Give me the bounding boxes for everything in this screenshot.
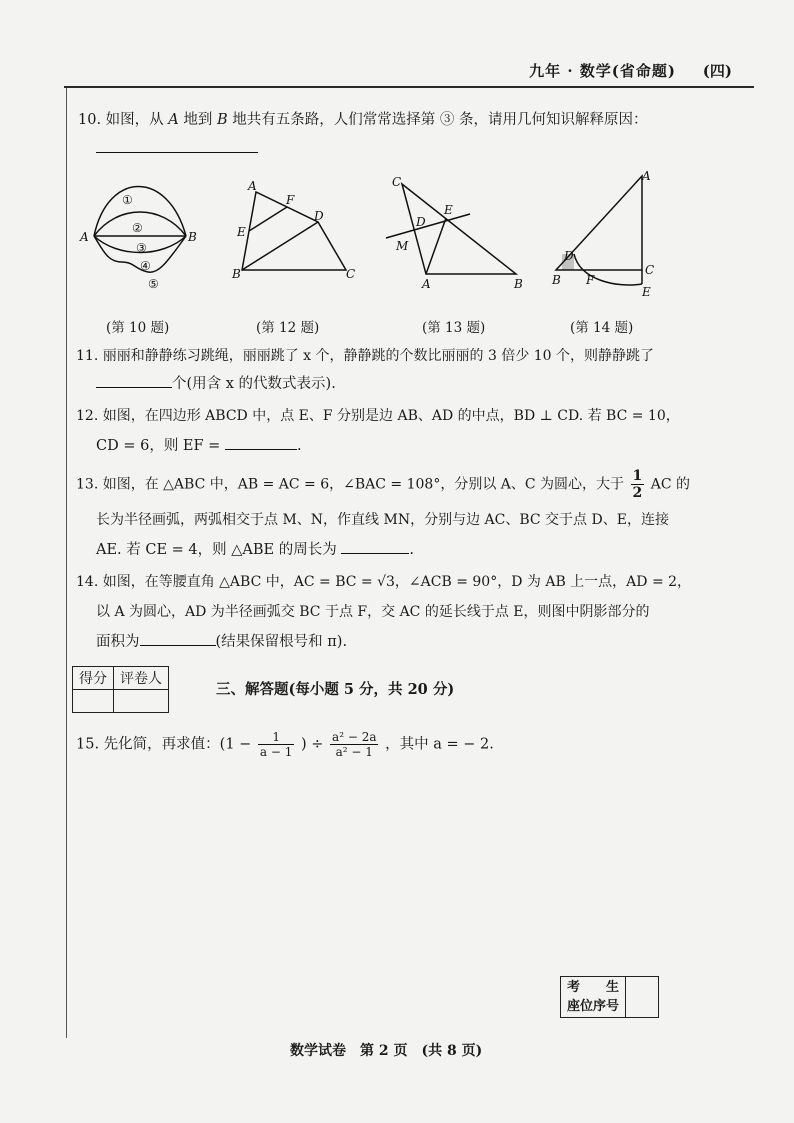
q10-point-a: A: [168, 112, 179, 128]
score-box: [72, 666, 169, 713]
q15-f2-den: a² − 1: [335, 745, 373, 759]
q10-point-b: B: [216, 112, 228, 128]
fig14-label-c: C: [645, 263, 655, 277]
q13-frac-den: 2: [632, 485, 643, 501]
q11-line1: 11. 丽丽和静静练习跳绳，丽丽跳了 x 个，静静跳的个数比丽丽的 3 倍少 10 个，则静静跳了: [76, 348, 655, 364]
q13-line1: [76, 468, 690, 501]
q10-text-d: 条，请用几何知识解释原因：: [454, 112, 648, 128]
q12-line1: 12. 如图，在四边形 ABCD 中，点 E、F 分别是边 AB、AD 的中点，BD ⊥ CD. 若 BC = 10，: [76, 408, 680, 424]
fig12-label-d: D: [314, 209, 324, 223]
diagonal-bd: [242, 222, 318, 270]
fig10-label-route5: ⑤: [148, 277, 159, 291]
q13-line3-suffix: .: [409, 542, 414, 558]
q15-f1-den: a − 1: [259, 745, 293, 759]
fig10-caption: (第 10 题): [106, 320, 170, 336]
section-3-title: 三、解答题(每小题 5 分，共 20 分): [216, 681, 455, 698]
q12-answer-blank[interactable]: [225, 449, 297, 450]
q13-line3-prefix: AE. 若 CE = 4，则 △ABE 的周长为: [96, 542, 337, 558]
q14-line1: 14. 如图，在等腰直角 △ABC 中，AC = BC = √3，∠ACB = 90°，D 为 AB 上一点，AD = 2，: [76, 574, 692, 590]
q10-answer-blank[interactable]: [96, 152, 258, 153]
score-label: 得分: [73, 667, 114, 690]
q14-line2: 以 A 为圆心，AD 为半径画弧交 BC 于点 F，交 AC 的延长线于点 E，则图中阴影部分的: [96, 604, 650, 620]
fig13-label-b: B: [514, 277, 523, 291]
q15-prefix: 15. 先化简，再求值：(1 −: [76, 736, 252, 753]
fig10-label-route2: ②: [132, 221, 143, 235]
fig13-label-a: A: [422, 277, 431, 291]
q10-route-number: ③: [439, 112, 455, 128]
figure-10: [78, 172, 208, 300]
fig10-label-route4: ④: [140, 259, 151, 273]
q13-fraction: [631, 468, 645, 501]
q14-line3-prefix: 面积为: [96, 634, 140, 650]
q12-prefix: CD = 6，则 EF =: [96, 438, 221, 454]
question-10: [78, 110, 647, 130]
q10-text-a: 10. 如图，从: [78, 112, 169, 128]
seat-label-line1: 考 生: [567, 980, 620, 995]
fig14-label-e: E: [642, 285, 651, 299]
q15-suffix: ，其中 a = − 2.: [385, 736, 494, 753]
figure-13: [380, 172, 530, 292]
q12-line2: [96, 436, 302, 456]
page-footer: 数学试卷 第 2 页 (共 8 页): [290, 1043, 483, 1059]
fig14-label-b: B: [552, 273, 561, 287]
seat-number-cell[interactable]: [626, 977, 659, 1018]
q13-prefix: 13. 如图，在 △ABC 中，AB = AC = 6，∠BAC = 108°，分别以 A、C 为圆心，大于: [76, 476, 625, 493]
fig10-label-route3: ③: [136, 241, 147, 255]
q13-line3: [96, 540, 414, 560]
q15-f1-num: 1: [258, 730, 294, 745]
q15-f2-num: a² − 2a: [332, 730, 377, 744]
exam-header-title: 九年 · 数学(省命题): [529, 62, 676, 80]
fig12-label-e: E: [237, 225, 246, 239]
q15-mid: ) ÷: [301, 736, 324, 753]
fig12-label-c: C: [346, 267, 356, 281]
fig10-label-b: B: [188, 230, 197, 244]
score-cell[interactable]: [73, 690, 114, 713]
fig12-label-a: A: [248, 179, 257, 193]
fig13-label-m: M: [396, 239, 409, 253]
figure-14: [546, 168, 676, 300]
fig12-label-f: F: [286, 193, 295, 207]
segment-ef: [249, 207, 287, 231]
grader-cell[interactable]: [114, 690, 169, 713]
q14-line3: [96, 632, 347, 652]
q15-fraction-1: [258, 730, 294, 759]
q10-text-c: 地共有五条路，人们常常选择第: [227, 112, 440, 128]
seat-label-line2: 座位序号: [567, 999, 620, 1014]
fig12-label-b: B: [232, 267, 241, 281]
q13-line2: 长为半径画弧，两弧相交于点 M、N，作直线 MN，分别与边 AC、BC 交于点 D、E，连接: [96, 512, 669, 528]
fig12-caption: (第 12 题): [256, 320, 320, 336]
question-15: [76, 730, 494, 759]
q13-answer-blank[interactable]: [341, 553, 409, 554]
header-divider: [64, 86, 754, 88]
grader-label: 评卷人: [114, 667, 169, 690]
fig13-caption: (第 13 题): [422, 320, 486, 336]
fig10-label-a: A: [80, 230, 89, 244]
q13-frac-num: 1: [632, 468, 643, 484]
q13-suffix: AC 的: [650, 476, 690, 493]
fig13-label-c: C: [392, 175, 402, 189]
q14-line3-suffix: (结果保留根号和 π).: [215, 634, 348, 650]
q10-text-b: 地到: [178, 112, 217, 128]
fig13-label-d: D: [416, 215, 426, 229]
q15-fraction-2: [330, 730, 378, 759]
figure-12: [228, 178, 358, 288]
fig13-label-e: E: [444, 203, 453, 217]
fig10-label-route1: ①: [122, 193, 133, 207]
q11-answer-blank[interactable]: [96, 387, 172, 388]
q11-suffix: 个(用含 x 的代数式表示).: [172, 376, 336, 392]
fig14-caption: (第 14 题): [570, 320, 634, 336]
seat-label: [561, 977, 626, 1018]
fig14-label-f: F: [586, 273, 595, 287]
exam-header-tag: (四): [702, 62, 732, 80]
left-margin-line: [66, 88, 67, 1038]
q12-suffix: .: [296, 438, 302, 454]
q11-line2: [96, 374, 336, 394]
line-mn: [386, 214, 470, 238]
fig14-label-a: A: [642, 169, 651, 183]
fig14-label-d: D: [564, 249, 574, 263]
seat-number-box: [560, 976, 659, 1018]
q14-answer-blank[interactable]: [140, 645, 216, 646]
